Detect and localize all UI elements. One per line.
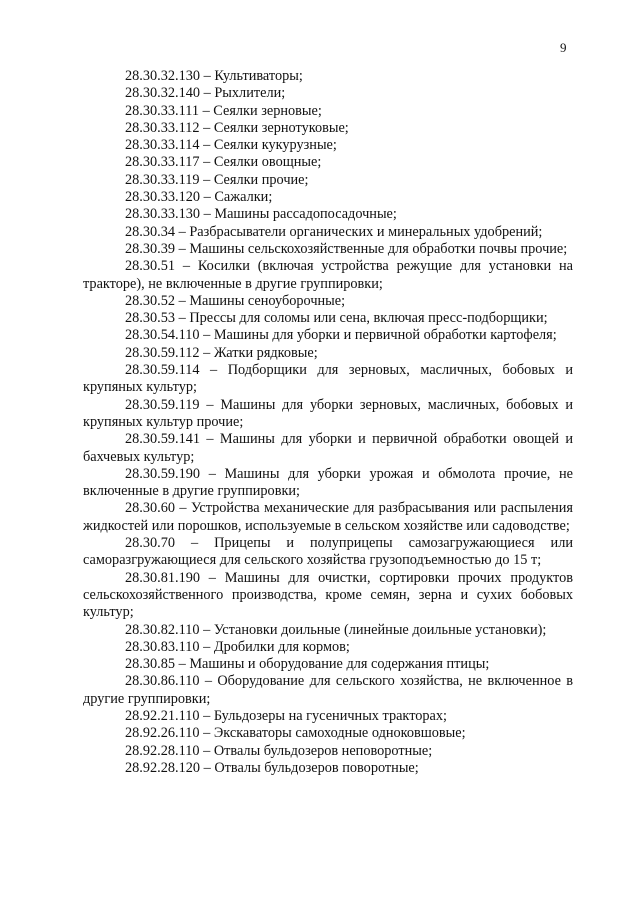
list-entry: 28.30.59.119 – Машины для уборки зерновых, масличных, бобовых и крупяных культур прочие; (83, 396, 573, 430)
list-entry: 28.30.33.114 – Сеялки кукурузные; (125, 137, 337, 154)
list-entry: 28.30.34 – Разбрасыватели органических и минеральных удобрений; (125, 223, 543, 240)
list-entry: 28.30.59.114 – Подборщики для зерновых, масличных, бобовых и крупяных культур; (83, 362, 573, 396)
list-entry: 28.30.83.110 – Дробилки для кормов; (125, 638, 350, 655)
list-entry: 28.30.59.190 – Машины для уборки урожая и обмолота прочие, не включенные в другие группировки; (83, 465, 573, 500)
document-body (83, 68, 573, 777)
list-entry: 28.92.21.110 – Бульдозеры на гусеничных тракторах; (125, 707, 448, 724)
list-entry: 28.30.70 – Прицепы и полуприцепы самозагружающиеся или саморазгружающиеся для сельского хозяйства грузоподъемностью до 15 т; (83, 535, 573, 569)
list-entry: 28.30.53 – Прессы для соломы или сена, включая пресс-подборщики; (125, 310, 548, 327)
list-entry: 28.30.60 – Устройства механические для разбрасывания или распыления жидкостей или порошков, используемые в сельском хозяйстве или садоводстве; (83, 500, 573, 534)
list-entry: 28.30.59.141 – Машины для уборки и первичной обработки овощей и бахчевых культур; (83, 431, 573, 465)
list-entry: 28.30.33.119 – Сеялки прочие; (125, 171, 309, 188)
list-entry: 28.92.28.110 – Отвалы бульдозеров неповоротные; (125, 742, 433, 759)
list-entry: 28.30.82.110 – Установки доильные (линейные доильные установки); (125, 621, 547, 638)
list-entry: 28.30.51 – Косилки (включая устройства режущие для установки на тракторе), не включенные в другие группировки; (83, 258, 573, 292)
list-entry: 28.92.28.120 – Отвалы бульдозеров поворотные; (125, 759, 419, 776)
list-entry: 28.92.26.110 – Экскаваторы самоходные одноковшовые; (125, 725, 466, 742)
page-number: 9 (560, 40, 567, 55)
list-entry: 28.30.86.110 – Оборудование для сельского хозяйства, не включенное в другие группировки; (83, 673, 573, 707)
list-entry: 28.30.32.130 – Культиваторы; (125, 68, 303, 84)
list-entry: 28.30.33.120 – Сажалки; (125, 189, 273, 206)
list-entry: 28.30.81.190 – Машины для очистки, сортировки прочих продуктов сельскохозяйственного производства, кроме семян, зерна и сухих бобовых культур; (83, 569, 573, 621)
list-entry: 28.30.33.117 – Сеялки овощные; (125, 154, 322, 171)
list-entry: 28.30.33.130 – Машины рассадопосадочные; (125, 206, 397, 223)
list-entry: 28.30.59.112 – Жатки рядковые; (125, 344, 318, 361)
list-entry: 28.30.33.112 – Сеялки зернотуковые; (125, 119, 349, 136)
list-entry: 28.30.54.110 – Машины для уборки и первичной обработки картофеля; (125, 327, 557, 344)
list-entry: 28.30.52 – Машины сеноуборочные; (125, 292, 346, 309)
list-entry: 28.30.85 – Машины и оборудование для содержания птицы; (125, 656, 490, 673)
list-entry: 28.30.33.111 – Сеялки зерновые; (125, 102, 322, 119)
list-entry: 28.30.39 – Машины сельскохозяйственные для обработки почвы прочие; (125, 240, 568, 257)
list-entry: 28.30.32.140 – Рыхлители; (125, 85, 286, 102)
